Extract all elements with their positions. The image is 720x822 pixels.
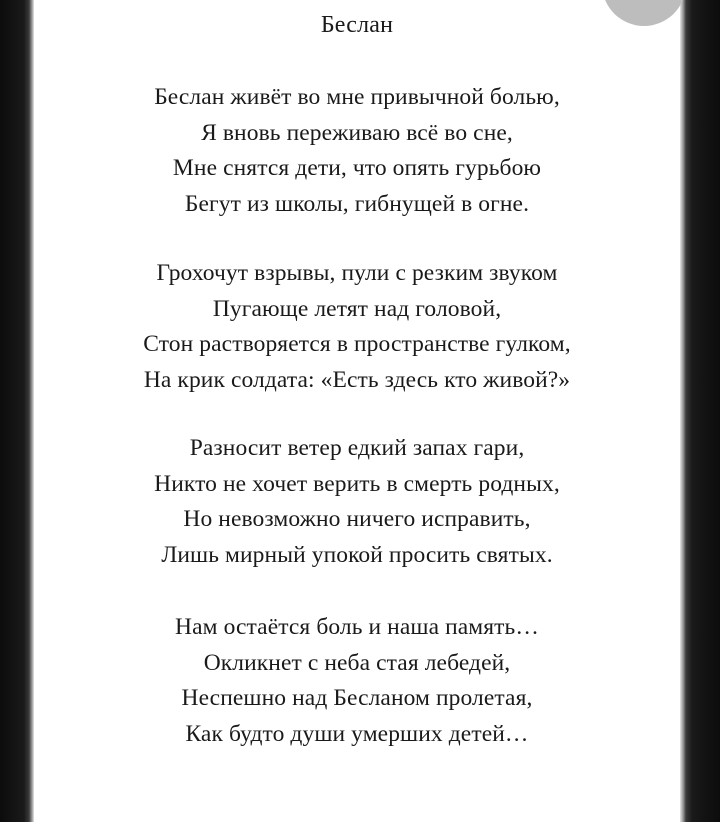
poem-line: Неспешно над Бесланом пролетая,: [181, 685, 533, 711]
poem-line: Я вновь переживаю всё во сне,: [201, 119, 513, 146]
poem-page: [34, 0, 680, 822]
poem-line: Но невозможно ничего исправить,: [183, 506, 531, 532]
poem-title: Беслан: [320, 12, 394, 38]
poem-line: Лишь мирный упокой просить святых.: [161, 541, 553, 568]
poem-line: Мне снятся дети, что опять гурьбою: [172, 155, 542, 181]
stanza-3: [34, 431, 680, 573]
stanza-1: [34, 80, 680, 222]
stanza-4: [34, 610, 680, 752]
poem-line: Нам остаётся боль и наша память…: [175, 614, 539, 640]
poem-line: Пугающе летят над головой,: [212, 295, 502, 322]
poem-line: Беслан живёт во мне привычной болью,: [154, 84, 560, 110]
left-dark-border: [0, 0, 34, 822]
poem-line: Окликнет с неба стая лебедей,: [203, 649, 511, 676]
poem-line: На крик солдата: «Есть здесь кто живой?»: [143, 366, 571, 393]
poem-line: Бегут из школы, гибнущей в огне.: [184, 190, 530, 217]
poem-line: Никто не хочет верить в смерть родных,: [154, 470, 560, 497]
stanza-2: [34, 256, 680, 398]
poem-line: Стон растворяется в пространстве гулком,: [143, 331, 571, 357]
poem-line: Как будто души умерших детей…: [185, 720, 529, 747]
poem-line: Грохочут взрывы, пули с резким звуком: [156, 260, 558, 286]
poem-line: Разносит ветер едкий запах гари,: [189, 435, 525, 461]
right-dark-border: [680, 0, 720, 822]
